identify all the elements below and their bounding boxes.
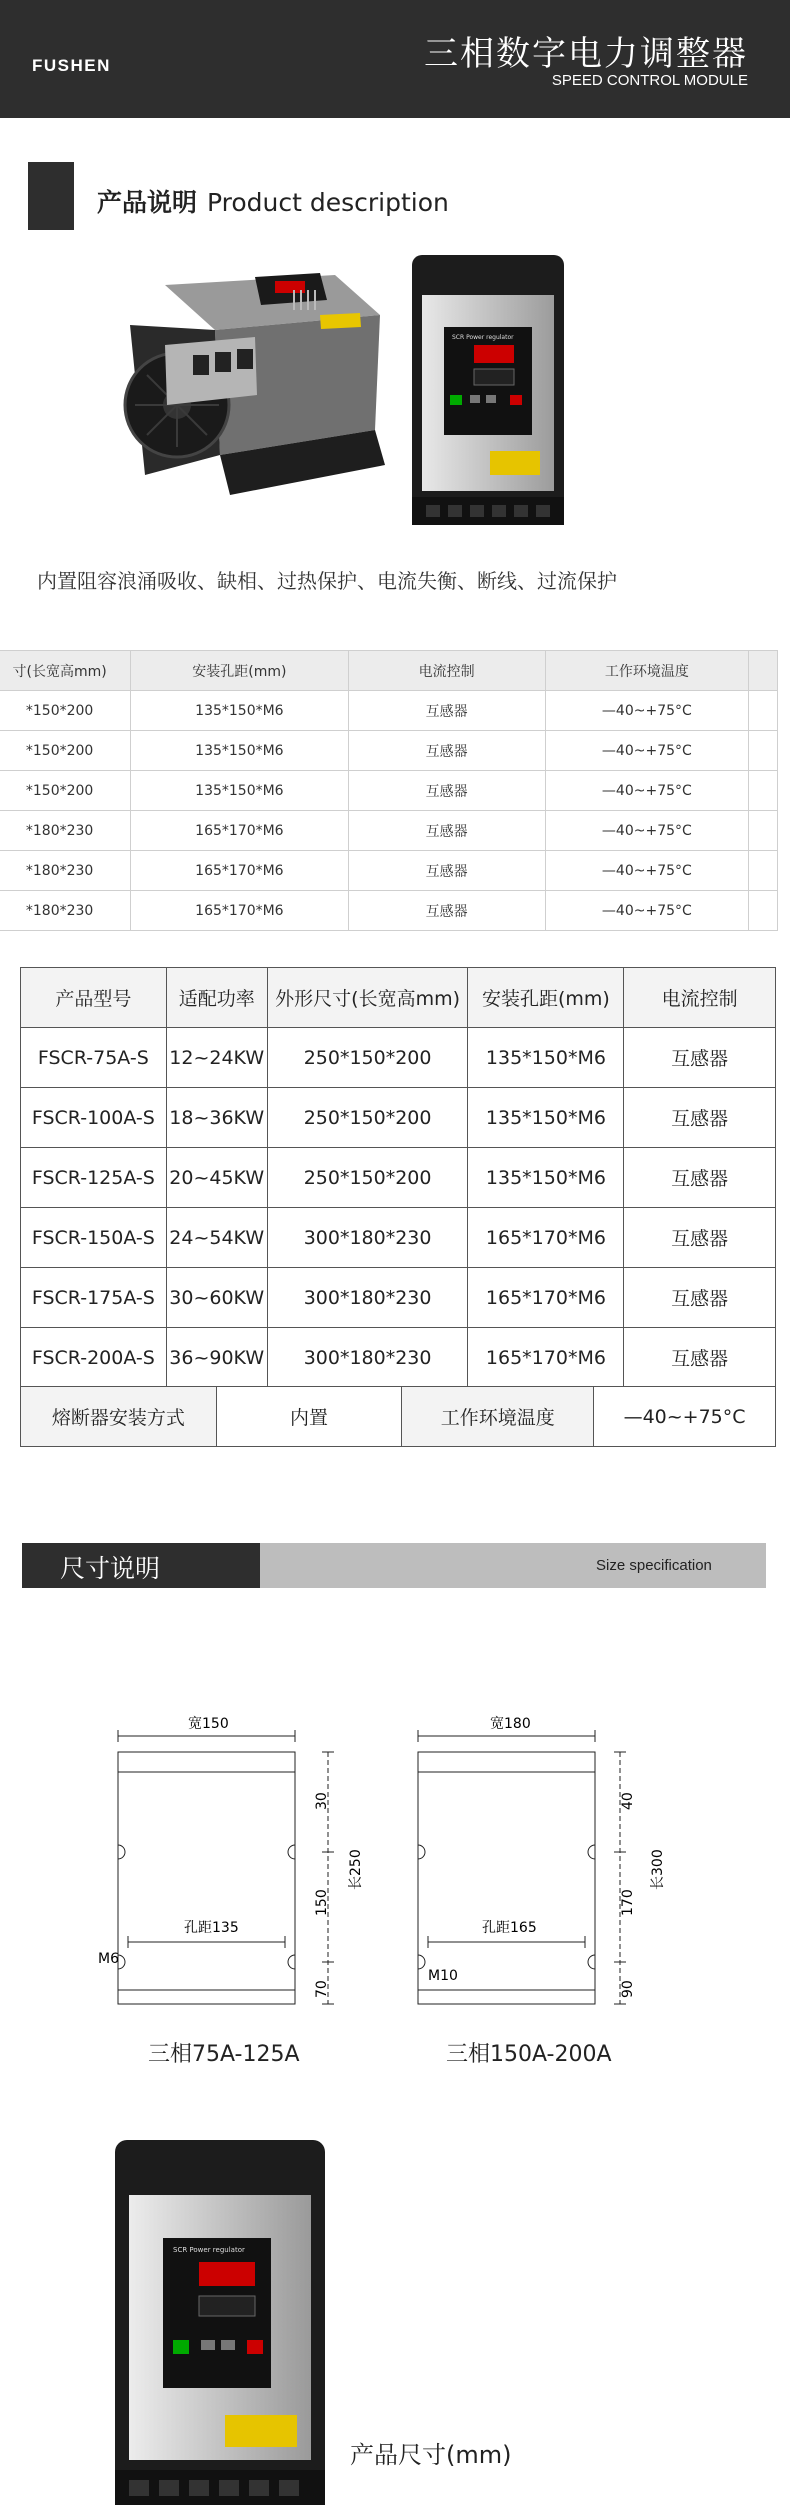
small-table-row-cell: 互感器 [348, 691, 545, 731]
small-table-row [0, 771, 778, 811]
small-table-row-cell: 互感器 [348, 771, 545, 811]
regulator-front-image [412, 255, 564, 525]
diagram1-dim-c: 70 [314, 1980, 330, 1998]
diagram1-hole: 孔距135 [184, 1920, 239, 1936]
small-table-row-cell: 135*150*M6 [131, 771, 348, 811]
product-photo-front-large [115, 2140, 325, 2505]
main-table-row-cell: 30~60KW [166, 1268, 267, 1328]
small-table-row [0, 851, 778, 891]
small-table-row-cell: 互感器 [348, 731, 545, 771]
small-table-row-cell: *150*200 [0, 771, 131, 811]
main-table-footer-cell: 工作环境温度 [402, 1387, 594, 1447]
main-table-row-cell: 20~45KW [166, 1148, 267, 1208]
diagram1-screw: M6 [98, 1951, 119, 1967]
brand-logo: FUSHEN [32, 56, 111, 75]
main-table-footer-cell: 内置 [216, 1387, 402, 1447]
main-table-row-cell: FSCR-125A-S [21, 1148, 167, 1208]
main-table-row-cell: FSCR-200A-S [21, 1328, 167, 1388]
main-table-row-cell: 36~90KW [166, 1328, 267, 1388]
diagram1-length: 长250 [348, 1849, 364, 1890]
main-table-row-cell: FSCR-150A-S [21, 1208, 167, 1268]
dimension-diagram-150a-200a [398, 1700, 688, 2030]
section-marker [28, 162, 74, 230]
small-table-row-cell: —40~+75°C [545, 851, 748, 891]
regulator-front-large-image [115, 2140, 325, 2505]
diagram1-caption: 三相75A-125A [148, 2042, 300, 2067]
regulator-angled-image [105, 255, 390, 520]
main-table-row [21, 1088, 776, 1148]
main-table-row-cell: 18~36KW [166, 1088, 267, 1148]
main-table-row-cell: 165*170*M6 [468, 1328, 624, 1388]
small-table-header [0, 651, 778, 691]
small-table-row-cell: 165*170*M6 [131, 851, 348, 891]
main-table-row-cell: 165*170*M6 [468, 1268, 624, 1328]
diagram2-screw: M10 [428, 1968, 458, 1984]
dimension-diagram-75a-125a [90, 1700, 380, 2030]
main-table-header-cell: 外形尺寸(长宽高mm) [267, 968, 468, 1028]
main-table-row-cell: 互感器 [624, 1328, 776, 1388]
small-table-row [0, 731, 778, 771]
page-header [0, 0, 790, 118]
main-table-footer-cell: 熔断器安装方式 [21, 1387, 217, 1447]
main-table-header-cell: 适配功率 [166, 968, 267, 1028]
small-table-row-cell: 165*170*M6 [131, 811, 348, 851]
main-table-row-cell: 135*150*M6 [468, 1028, 624, 1088]
product-photo-angled [105, 255, 390, 520]
main-table-row-cell: 135*150*M6 [468, 1088, 624, 1148]
main-table-row-cell: 300*180*230 [267, 1328, 468, 1388]
main-table-row [21, 1148, 776, 1208]
small-table-row-cell: *180*230 [0, 811, 131, 851]
product-photo-front [412, 255, 564, 525]
page-subtitle: SPEED CONTROL MODULE [551, 72, 748, 89]
main-table-row [21, 1028, 776, 1088]
small-table-row-cell: 165*170*M6 [131, 891, 348, 931]
small-table-row-cell: 互感器 [348, 851, 545, 891]
main-table-row-cell: 250*150*200 [267, 1088, 468, 1148]
small-table-row-cell: *180*230 [0, 891, 131, 931]
product-size-caption: 产品尺寸(mm) [350, 2441, 512, 2469]
small-table-row-cell: —40~+75°C [545, 771, 748, 811]
small-table-row-cell [749, 891, 778, 931]
panel-label: SCR Power regulator [452, 334, 514, 341]
spec-table-cropped [0, 650, 778, 931]
main-table-header-cell: 电流控制 [624, 968, 776, 1028]
small-table-row [0, 891, 778, 931]
main-table-row-cell: 互感器 [624, 1148, 776, 1208]
main-table-row-cell: 250*150*200 [267, 1028, 468, 1088]
diagram2-caption: 三相150A-200A [446, 2042, 612, 2067]
diagram2-hole: 孔距165 [482, 1920, 537, 1936]
small-table-row-cell: —40~+75°C [545, 811, 748, 851]
small-table-header-cell: 电流控制 [348, 651, 545, 691]
main-table-row-cell: 互感器 [624, 1268, 776, 1328]
main-table-row-cell: FSCR-100A-S [21, 1088, 167, 1148]
diagram1-dim-b: 150 [314, 1889, 330, 1916]
main-table-header-cell: 产品型号 [21, 968, 167, 1028]
small-table-row-cell: —40~+75°C [545, 891, 748, 931]
size-section-title: 尺寸说明 [22, 1543, 260, 1588]
main-table-row-cell: 24~54KW [166, 1208, 267, 1268]
small-table-row-cell: *150*200 [0, 691, 131, 731]
feature-text: 内置阻容浪涌吸收、缺相、过热保护、电流失衡、断线、过流保护 [37, 569, 617, 593]
main-table-row-cell: 300*180*230 [267, 1208, 468, 1268]
diagram1-dim-a: 30 [314, 1792, 330, 1810]
small-table-row-cell [749, 691, 778, 731]
small-table-row-cell: 135*150*M6 [131, 731, 348, 771]
main-table-row-cell: 250*150*200 [267, 1148, 468, 1208]
small-table-row-cell: 互感器 [348, 811, 545, 851]
spec-table-footer [20, 1386, 776, 1447]
main-table-row [21, 1328, 776, 1388]
main-table-header-cell: 安装孔距(mm) [468, 968, 624, 1028]
diagram2-dim-b: 170 [620, 1889, 636, 1916]
small-table-row-cell [749, 731, 778, 771]
main-table-header [21, 968, 776, 1028]
small-table-row-cell [749, 811, 778, 851]
small-table-header-cell [749, 651, 778, 691]
small-table-header-cell: 安装孔距(mm) [131, 651, 348, 691]
page-title: 三相数字电力调整器 [424, 34, 748, 74]
small-table-row [0, 691, 778, 731]
main-table-row-cell: 165*170*M6 [468, 1208, 624, 1268]
small-table-header-cell: 工作环境温度 [545, 651, 748, 691]
section-title [97, 183, 449, 219]
small-table-row-cell: —40~+75°C [545, 691, 748, 731]
small-table-header-cell: 寸(长宽高mm) [0, 651, 131, 691]
section-title-cn: 产品说明 [97, 188, 198, 217]
main-table-row-cell: 互感器 [624, 1088, 776, 1148]
main-table-row-cell: 135*150*M6 [468, 1148, 624, 1208]
main-table-row [21, 1268, 776, 1328]
main-table-row-cell: FSCR-175A-S [21, 1268, 167, 1328]
size-section-title-en: Size specification [596, 1557, 712, 1574]
small-table-row-cell [749, 771, 778, 811]
main-table-footer-cell: —40~+75°C [594, 1387, 776, 1447]
diagram2-dim-c: 90 [620, 1980, 636, 1998]
main-table-row-cell: 互感器 [624, 1028, 776, 1088]
diagram2-length: 长300 [650, 1849, 666, 1890]
main-table-row-cell: 互感器 [624, 1208, 776, 1268]
main-table-row-cell: FSCR-75A-S [21, 1028, 167, 1088]
small-table-row [0, 811, 778, 851]
panel-label-large: SCR Power regulator [173, 2246, 245, 2254]
spec-table [20, 967, 776, 1388]
main-table-row-cell: 12~24KW [166, 1028, 267, 1088]
small-table-row-cell: *180*230 [0, 851, 131, 891]
small-table-row-cell: 135*150*M6 [131, 691, 348, 731]
small-table-row-cell [749, 851, 778, 891]
section-title-en: Product description [207, 188, 449, 217]
small-table-row-cell: 互感器 [348, 891, 545, 931]
small-table-row-cell: —40~+75°C [545, 731, 748, 771]
small-table-row-cell: *150*200 [0, 731, 131, 771]
diagram2-width: 宽180 [490, 1716, 531, 1732]
diagram2-dim-a: 40 [620, 1792, 636, 1810]
diagram1-width: 宽150 [188, 1716, 229, 1732]
main-table-row-cell: 300*180*230 [267, 1268, 468, 1328]
main-table-row [21, 1208, 776, 1268]
